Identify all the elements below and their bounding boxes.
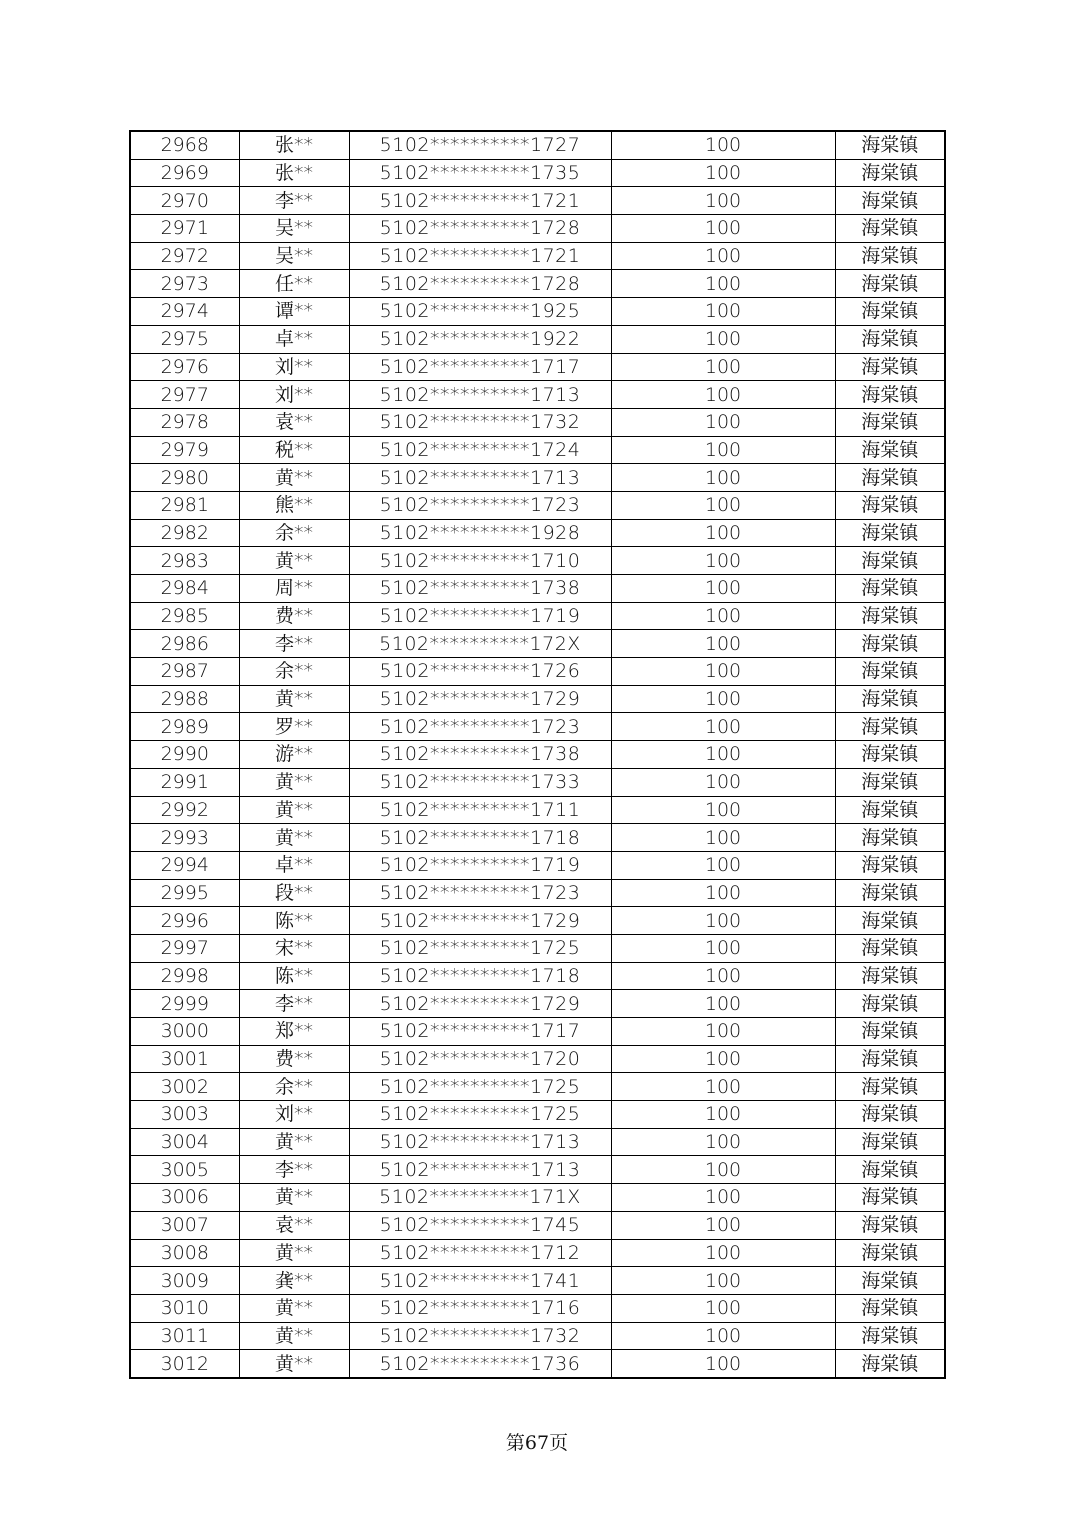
row-number-cell: 2980 [130, 464, 239, 492]
row-number-cell: 3006 [130, 1184, 239, 1212]
amount-cell: 100 [611, 824, 835, 852]
name-cell: 黄** [239, 824, 349, 852]
amount-cell: 100 [611, 187, 835, 215]
amount-cell: 100 [611, 796, 835, 824]
table-row [130, 381, 945, 409]
roster-table-body [130, 131, 945, 1378]
amount-cell: 100 [611, 1045, 835, 1073]
id-number-cell: 5102**********1713 [349, 1128, 611, 1156]
row-number-cell: 2983 [130, 547, 239, 575]
id-number-cell: 5102**********1724 [349, 436, 611, 464]
table-row [130, 1239, 945, 1267]
table-row [130, 270, 945, 298]
amount-cell: 100 [611, 464, 835, 492]
row-number-cell: 3002 [130, 1073, 239, 1101]
table-row [130, 1322, 945, 1350]
amount-cell: 100 [611, 1156, 835, 1184]
town-cell: 海棠镇 [835, 491, 945, 519]
name-cell: 袁** [239, 408, 349, 436]
amount-cell: 100 [611, 990, 835, 1018]
row-number-cell: 2978 [130, 408, 239, 436]
name-cell: 黄** [239, 464, 349, 492]
id-number-cell: 5102**********1721 [349, 242, 611, 270]
amount-cell: 100 [611, 298, 835, 326]
row-number-cell: 2984 [130, 575, 239, 603]
town-cell: 海棠镇 [835, 1350, 945, 1378]
table-row [130, 934, 945, 962]
row-number-cell: 3005 [130, 1156, 239, 1184]
town-cell: 海棠镇 [835, 713, 945, 741]
row-number-cell: 2992 [130, 796, 239, 824]
id-number-cell: 5102**********1736 [349, 1350, 611, 1378]
town-cell: 海棠镇 [835, 1267, 945, 1295]
name-cell: 黄** [239, 1184, 349, 1212]
town-cell: 海棠镇 [835, 381, 945, 409]
town-cell: 海棠镇 [835, 1322, 945, 1350]
amount-cell: 100 [611, 1211, 835, 1239]
id-number-cell: 5102**********1711 [349, 796, 611, 824]
amount-cell: 100 [611, 934, 835, 962]
town-cell: 海棠镇 [835, 325, 945, 353]
id-number-cell: 5102**********1732 [349, 408, 611, 436]
row-number-cell: 3007 [130, 1211, 239, 1239]
row-number-cell: 2971 [130, 215, 239, 243]
name-cell: 黄** [239, 685, 349, 713]
name-cell: 余** [239, 658, 349, 686]
name-cell: 费** [239, 1045, 349, 1073]
table-row [130, 768, 945, 796]
row-number-cell: 2986 [130, 630, 239, 658]
name-cell: 黄** [239, 1239, 349, 1267]
town-cell: 海棠镇 [835, 575, 945, 603]
id-number-cell: 5102**********1729 [349, 685, 611, 713]
row-number-cell: 2982 [130, 519, 239, 547]
amount-cell: 100 [611, 353, 835, 381]
name-cell: 黄** [239, 796, 349, 824]
amount-cell: 100 [611, 242, 835, 270]
town-cell: 海棠镇 [835, 242, 945, 270]
id-number-cell: 5102**********1732 [349, 1322, 611, 1350]
amount-cell: 100 [611, 907, 835, 935]
id-number-cell: 5102**********1738 [349, 575, 611, 603]
amount-cell: 100 [611, 851, 835, 879]
town-cell: 海棠镇 [835, 464, 945, 492]
row-number-cell: 2975 [130, 325, 239, 353]
row-number-cell: 2974 [130, 298, 239, 326]
name-cell: 吴** [239, 215, 349, 243]
name-cell: 黄** [239, 768, 349, 796]
town-cell: 海棠镇 [835, 408, 945, 436]
name-cell: 余** [239, 519, 349, 547]
row-number-cell: 2994 [130, 851, 239, 879]
table-row [130, 1045, 945, 1073]
amount-cell: 100 [611, 741, 835, 769]
table-row [130, 1128, 945, 1156]
amount-cell: 100 [611, 519, 835, 547]
name-cell: 任** [239, 270, 349, 298]
name-cell: 黄** [239, 547, 349, 575]
row-number-cell: 3000 [130, 1018, 239, 1046]
town-cell: 海棠镇 [835, 1211, 945, 1239]
table-row [130, 298, 945, 326]
row-number-cell: 3010 [130, 1294, 239, 1322]
amount-cell: 100 [611, 1322, 835, 1350]
table-row [130, 962, 945, 990]
id-number-cell: 5102**********1718 [349, 824, 611, 852]
row-number-cell: 2968 [130, 131, 239, 159]
name-cell: 袁** [239, 1211, 349, 1239]
town-cell: 海棠镇 [835, 796, 945, 824]
town-cell: 海棠镇 [835, 215, 945, 243]
table-row [130, 1018, 945, 1046]
name-cell: 黄** [239, 1322, 349, 1350]
row-number-cell: 2972 [130, 242, 239, 270]
id-number-cell: 5102**********1713 [349, 464, 611, 492]
id-number-cell: 5102**********1719 [349, 851, 611, 879]
name-cell: 黄** [239, 1128, 349, 1156]
row-number-cell: 2987 [130, 658, 239, 686]
name-cell: 罗** [239, 713, 349, 741]
row-number-cell: 3012 [130, 1350, 239, 1378]
name-cell: 张** [239, 159, 349, 187]
town-cell: 海棠镇 [835, 630, 945, 658]
id-number-cell: 5102**********1922 [349, 325, 611, 353]
row-number-cell: 3004 [130, 1128, 239, 1156]
amount-cell: 100 [611, 408, 835, 436]
table-row [130, 824, 945, 852]
amount-cell: 100 [611, 658, 835, 686]
table-row [130, 1267, 945, 1295]
table-row [130, 990, 945, 1018]
row-number-cell: 2977 [130, 381, 239, 409]
table-row [130, 159, 945, 187]
table-row [130, 907, 945, 935]
table-row [130, 602, 945, 630]
amount-cell: 100 [611, 547, 835, 575]
row-number-cell: 2976 [130, 353, 239, 381]
table-row [130, 630, 945, 658]
amount-cell: 100 [611, 962, 835, 990]
table-row [130, 879, 945, 907]
name-cell: 黄** [239, 1350, 349, 1378]
table-row [130, 1211, 945, 1239]
town-cell: 海棠镇 [835, 879, 945, 907]
id-number-cell: 5102**********1728 [349, 215, 611, 243]
name-cell: 李** [239, 1156, 349, 1184]
name-cell: 宋** [239, 934, 349, 962]
row-number-cell: 3003 [130, 1101, 239, 1129]
amount-cell: 100 [611, 436, 835, 464]
town-cell: 海棠镇 [835, 907, 945, 935]
id-number-cell: 5102**********1717 [349, 1018, 611, 1046]
town-cell: 海棠镇 [835, 131, 945, 159]
table-row [130, 242, 945, 270]
id-number-cell: 5102**********1727 [349, 131, 611, 159]
table-row [130, 353, 945, 381]
id-number-cell: 5102**********172X [349, 630, 611, 658]
row-number-cell: 2989 [130, 713, 239, 741]
row-number-cell: 3008 [130, 1239, 239, 1267]
amount-cell: 100 [611, 685, 835, 713]
id-number-cell: 5102**********1723 [349, 879, 611, 907]
table-row [130, 1101, 945, 1129]
table-row [130, 519, 945, 547]
name-cell: 余** [239, 1073, 349, 1101]
name-cell: 黄** [239, 1294, 349, 1322]
id-number-cell: 5102**********1733 [349, 768, 611, 796]
amount-cell: 100 [611, 215, 835, 243]
row-number-cell: 2993 [130, 824, 239, 852]
town-cell: 海棠镇 [835, 1184, 945, 1212]
table-row [130, 1350, 945, 1378]
row-number-cell: 2999 [130, 990, 239, 1018]
name-cell: 游** [239, 741, 349, 769]
row-number-cell: 3011 [130, 1322, 239, 1350]
name-cell: 郑** [239, 1018, 349, 1046]
name-cell: 陈** [239, 907, 349, 935]
town-cell: 海棠镇 [835, 1239, 945, 1267]
table-row [130, 464, 945, 492]
town-cell: 海棠镇 [835, 1073, 945, 1101]
town-cell: 海棠镇 [835, 1294, 945, 1322]
town-cell: 海棠镇 [835, 1018, 945, 1046]
table-row [130, 491, 945, 519]
table-row [130, 547, 945, 575]
name-cell: 卓** [239, 325, 349, 353]
amount-cell: 100 [611, 602, 835, 630]
page-number: 第67页 [505, 1432, 569, 1454]
id-number-cell: 5102**********1725 [349, 1101, 611, 1129]
name-cell: 段** [239, 879, 349, 907]
name-cell: 李** [239, 990, 349, 1018]
row-number-cell: 2998 [130, 962, 239, 990]
table-row [130, 131, 945, 159]
town-cell: 海棠镇 [835, 990, 945, 1018]
id-number-cell: 5102**********1712 [349, 1239, 611, 1267]
table-row [130, 713, 945, 741]
town-cell: 海棠镇 [835, 962, 945, 990]
id-number-cell: 5102**********1741 [349, 1267, 611, 1295]
town-cell: 海棠镇 [835, 436, 945, 464]
amount-cell: 100 [611, 325, 835, 353]
id-number-cell: 5102**********1718 [349, 962, 611, 990]
id-number-cell: 5102**********1716 [349, 1294, 611, 1322]
name-cell: 刘** [239, 381, 349, 409]
row-number-cell: 2969 [130, 159, 239, 187]
row-number-cell: 3009 [130, 1267, 239, 1295]
amount-cell: 100 [611, 1184, 835, 1212]
id-number-cell: 5102**********1725 [349, 934, 611, 962]
table-row [130, 325, 945, 353]
id-number-cell: 5102**********1713 [349, 381, 611, 409]
name-cell: 费** [239, 602, 349, 630]
town-cell: 海棠镇 [835, 1101, 945, 1129]
town-cell: 海棠镇 [835, 741, 945, 769]
town-cell: 海棠镇 [835, 658, 945, 686]
amount-cell: 100 [611, 1101, 835, 1129]
row-number-cell: 2996 [130, 907, 239, 935]
table-row [130, 1073, 945, 1101]
name-cell: 陈** [239, 962, 349, 990]
row-number-cell: 2973 [130, 270, 239, 298]
amount-cell: 100 [611, 768, 835, 796]
row-number-cell: 2979 [130, 436, 239, 464]
id-number-cell: 5102**********1723 [349, 491, 611, 519]
id-number-cell: 5102**********1713 [349, 1156, 611, 1184]
id-number-cell: 5102**********1726 [349, 658, 611, 686]
amount-cell: 100 [611, 575, 835, 603]
town-cell: 海棠镇 [835, 547, 945, 575]
town-cell: 海棠镇 [835, 1156, 945, 1184]
id-number-cell: 5102**********1738 [349, 741, 611, 769]
town-cell: 海棠镇 [835, 270, 945, 298]
town-cell: 海棠镇 [835, 1045, 945, 1073]
id-number-cell: 5102**********171X [349, 1184, 611, 1212]
id-number-cell: 5102**********1723 [349, 713, 611, 741]
id-number-cell: 5102**********1719 [349, 602, 611, 630]
table-row [130, 187, 945, 215]
name-cell: 刘** [239, 1101, 349, 1129]
town-cell: 海棠镇 [835, 934, 945, 962]
town-cell: 海棠镇 [835, 1128, 945, 1156]
amount-cell: 100 [611, 879, 835, 907]
id-number-cell: 5102**********1745 [349, 1211, 611, 1239]
name-cell: 李** [239, 187, 349, 215]
amount-cell: 100 [611, 491, 835, 519]
table-row [130, 796, 945, 824]
id-number-cell: 5102**********1720 [349, 1045, 611, 1073]
amount-cell: 100 [611, 1239, 835, 1267]
amount-cell: 100 [611, 1073, 835, 1101]
row-number-cell: 2970 [130, 187, 239, 215]
amount-cell: 100 [611, 131, 835, 159]
amount-cell: 100 [611, 1018, 835, 1046]
table-row [130, 685, 945, 713]
id-number-cell: 5102**********1928 [349, 519, 611, 547]
roster-table [129, 130, 946, 1379]
town-cell: 海棠镇 [835, 851, 945, 879]
id-number-cell: 5102**********1735 [349, 159, 611, 187]
table-row [130, 741, 945, 769]
amount-cell: 100 [611, 1350, 835, 1378]
amount-cell: 100 [611, 1294, 835, 1322]
table-row [130, 575, 945, 603]
row-number-cell: 2991 [130, 768, 239, 796]
amount-cell: 100 [611, 713, 835, 741]
town-cell: 海棠镇 [835, 187, 945, 215]
table-row [130, 658, 945, 686]
row-number-cell: 2981 [130, 491, 239, 519]
town-cell: 海棠镇 [835, 159, 945, 187]
name-cell: 刘** [239, 353, 349, 381]
id-number-cell: 5102**********1721 [349, 187, 611, 215]
name-cell: 张** [239, 131, 349, 159]
id-number-cell: 5102**********1725 [349, 1073, 611, 1101]
id-number-cell: 5102**********1729 [349, 907, 611, 935]
amount-cell: 100 [611, 270, 835, 298]
town-cell: 海棠镇 [835, 298, 945, 326]
id-number-cell: 5102**********1728 [349, 270, 611, 298]
row-number-cell: 2997 [130, 934, 239, 962]
amount-cell: 100 [611, 630, 835, 658]
row-number-cell: 2985 [130, 602, 239, 630]
town-cell: 海棠镇 [835, 353, 945, 381]
table-row [130, 436, 945, 464]
id-number-cell: 5102**********1925 [349, 298, 611, 326]
table-row [130, 408, 945, 436]
town-cell: 海棠镇 [835, 824, 945, 852]
row-number-cell: 2995 [130, 879, 239, 907]
name-cell: 周** [239, 575, 349, 603]
row-number-cell: 2990 [130, 741, 239, 769]
table-row [130, 215, 945, 243]
name-cell: 熊** [239, 491, 349, 519]
row-number-cell: 3001 [130, 1045, 239, 1073]
town-cell: 海棠镇 [835, 685, 945, 713]
name-cell: 李** [239, 630, 349, 658]
row-number-cell: 2988 [130, 685, 239, 713]
name-cell: 吴** [239, 242, 349, 270]
name-cell: 谭** [239, 298, 349, 326]
table-row [130, 1294, 945, 1322]
town-cell: 海棠镇 [835, 519, 945, 547]
name-cell: 龚** [239, 1267, 349, 1295]
table-row [130, 851, 945, 879]
name-cell: 卓** [239, 851, 349, 879]
table-row [130, 1184, 945, 1212]
id-number-cell: 5102**********1710 [349, 547, 611, 575]
amount-cell: 100 [611, 1267, 835, 1295]
town-cell: 海棠镇 [835, 768, 945, 796]
amount-cell: 100 [611, 159, 835, 187]
amount-cell: 100 [611, 381, 835, 409]
table-row [130, 1156, 945, 1184]
amount-cell: 100 [611, 1128, 835, 1156]
id-number-cell: 5102**********1717 [349, 353, 611, 381]
id-number-cell: 5102**********1729 [349, 990, 611, 1018]
town-cell: 海棠镇 [835, 602, 945, 630]
name-cell: 税** [239, 436, 349, 464]
